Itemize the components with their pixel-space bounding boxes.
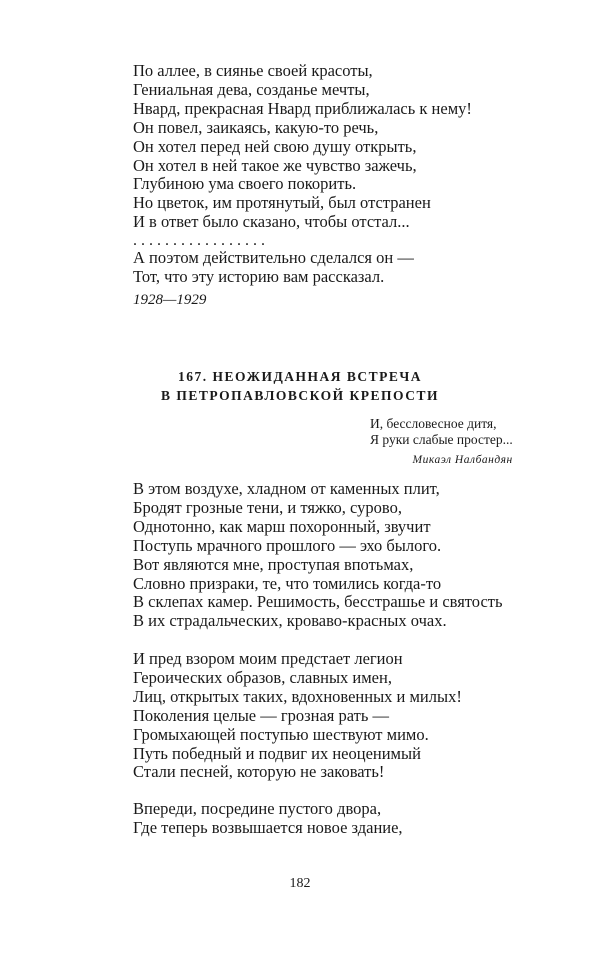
stanza <box>133 650 462 782</box>
epigraph-author: Микаэл Налбандян <box>412 454 513 466</box>
poem-title <box>0 367 600 405</box>
verse-line: Словно призраки, те, что томились когда-то <box>133 573 442 593</box>
verse-line: Нвард, прекрасная Нвард приближалась к нему! <box>133 98 472 118</box>
verse-line: В склепах камер. Решимость, бесстрашье и святость <box>133 592 503 612</box>
stanza <box>133 480 503 631</box>
verse-line: По аллее, в сиянье своей красоты, <box>133 61 373 80</box>
stanza <box>133 800 403 838</box>
verse-line: Тот, что эту историю вам рассказал. <box>133 266 385 286</box>
poem-title-line: 167. НЕОЖИДАННАЯ ВСТРЕЧА <box>177 369 423 384</box>
verse-line: Поступь мрачного прошлого — эхо былого. <box>133 535 442 555</box>
verse-line: И пред взором моим предстает легион <box>133 649 403 668</box>
poem-date: 1928—1929 <box>133 292 207 308</box>
verse-line: Но цветок, им протянутый, был отстранен <box>133 193 431 213</box>
verse-line: Гениальная дева, созданье мечты, <box>133 79 370 99</box>
page-number: 182 <box>289 876 311 891</box>
verse-line: Он повел, заикаясь, какую-то речь, <box>133 117 379 137</box>
verse-line: Бродят грозные тени, и тяжко, сурово, <box>133 497 402 517</box>
verse-line: Вот являются мне, проступая впотьмах, <box>133 554 414 574</box>
verse-line: Стали песней, которую не заковать! <box>133 762 385 782</box>
verse-line: Однотонно, как марш похоронный, звучит <box>133 516 431 536</box>
verse-line: Он хотел перед ней свою душу открыть, <box>133 136 417 156</box>
verse-line: Поколения целые — грозная рать — <box>133 705 390 725</box>
verse-line: Глубиною ума своего покорить. <box>133 174 357 194</box>
verse-line: В их страдальческих, кроваво-красных очах. <box>133 611 447 631</box>
verse-line: Где теперь возвышается новое здание, <box>133 817 403 837</box>
verse-line: Лиц, открытых таких, вдохновенных и милых! <box>133 686 462 706</box>
verse-line: Громыхающей поступью шествуют мимо. <box>133 724 429 744</box>
previous-poem-ending <box>133 62 472 232</box>
epigraph-line: Я руки слабые простер... <box>370 432 513 447</box>
verse-line: Путь победный и подвиг их неоценимый <box>133 743 421 763</box>
previous-poem-final-lines <box>133 249 414 287</box>
epigraph-line: И, бессловесное дитя, <box>370 416 497 431</box>
epigraph <box>370 416 513 468</box>
verse-line: Он хотел в ней такое же чувство зажечь, <box>133 155 417 175</box>
verse-line: Героических образов, славных имен, <box>133 667 392 687</box>
verse-line: Впереди, посредине пустого двора, <box>133 799 382 818</box>
verse-line: В этом воздухе, хладном от каменных плит, <box>133 479 440 498</box>
poem-title-line: В ПЕТРОПАВЛОВСКОЙ КРЕПОСТИ <box>161 388 439 403</box>
verse-line: А поэтом действительно сделался он — <box>133 248 414 267</box>
ellipsis-line: . . . . . . . . . . . . . . . . . <box>133 232 265 249</box>
verse-line: И в ответ было сказано, чтобы отстал... <box>133 212 410 232</box>
